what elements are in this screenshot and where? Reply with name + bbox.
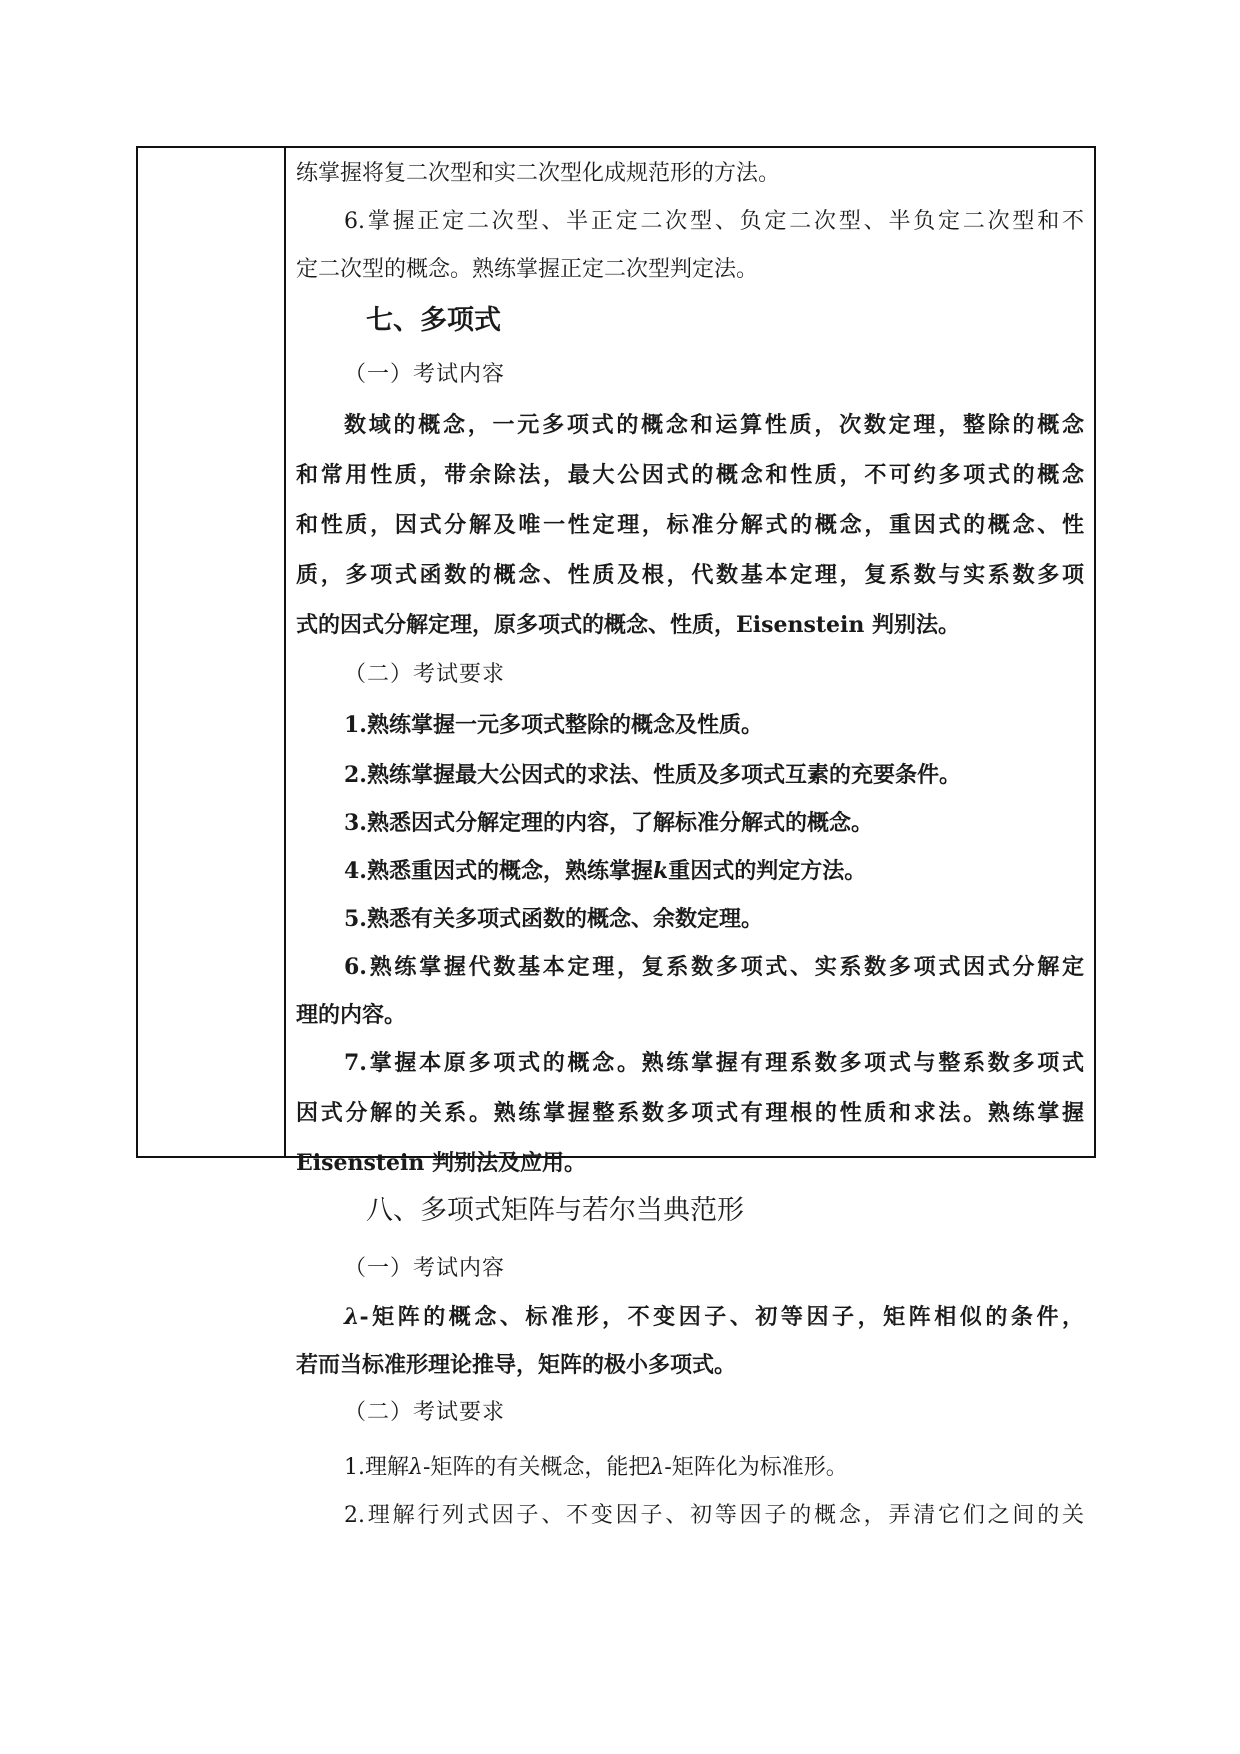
requirement-text: -矩阵化为标准形。: [664, 1455, 848, 1480]
paragraph-line: [296, 1302, 1084, 1332]
requirement-item: 理的内容。: [296, 1002, 407, 1028]
requirement-item: 2.熟练掌握最大公因式的求法、性质及多项式互素的充要条件。: [344, 762, 961, 788]
requirement-item: [296, 1453, 1084, 1483]
variable-lambda: λ: [409, 1455, 423, 1480]
requirement-item: 2.理解行列式因子、不变因子、初等因子的概念，弄清它们之间的关: [344, 1503, 1084, 1528]
paragraph-line: 若而当标准形理论推导，矩阵的极小多项式。: [296, 1352, 737, 1378]
requirement-item: 5.熟悉有关多项式函数的概念、余数定理。: [344, 906, 763, 932]
requirement-item: 因式分解的关系。熟练掌握整系数多项式有理根的性质和求法。熟练掌握: [296, 1100, 1084, 1126]
text-line: 6.掌握正定二次型、半正定二次型、负定二次型、半负定二次型和不: [344, 209, 1084, 234]
paragraph-line: 质，多项式函数的概念、性质及根，代数基本定理，复系数与实系数多项: [296, 562, 1084, 588]
requirement-item: [296, 856, 1084, 886]
section-7-content-heading: （一）考试内容: [344, 362, 506, 387]
section-8-title: 八、多项式矩阵与若尔当典范形: [366, 1195, 744, 1226]
requirement-text: 1.理解: [344, 1455, 409, 1480]
variable-lambda: λ: [650, 1455, 665, 1480]
requirement-text: 4.熟悉重因式的概念，熟练掌握: [344, 858, 653, 884]
left-column-cell: [138, 148, 286, 1156]
variable-k: k: [652, 858, 669, 884]
requirement-item: 1.熟练掌握一元多项式整除的概念及性质。: [344, 712, 763, 738]
page-table: [136, 146, 1096, 1528]
section-7-requirements-heading: （二）考试要求: [344, 662, 506, 687]
requirement-item: 3.熟悉因式分解定理的内容，了解标准分解式的概念。: [344, 810, 873, 836]
text-line: 练掌握将复二次型和实二次型化成规范形的方法。: [296, 161, 781, 186]
paragraph-line: 数域的概念，一元多项式的概念和运算性质，次数定理，整除的概念: [344, 412, 1084, 438]
paragraph-line: 和常用性质，带余除法，最大公因式的概念和性质，不可约多项式的概念: [296, 462, 1084, 488]
text-line: 定二次型的概念。熟练掌握正定二次型判定法。: [296, 257, 759, 282]
section-8-requirements-heading: （二）考试要求: [344, 1400, 506, 1425]
section-7-title: 七、多项式: [366, 305, 501, 336]
requirement-text: 重因式的判定方法。: [668, 858, 867, 884]
paragraph-line: 式的因式分解定理，原多项式的概念、性质，Eisenstein 判别法。: [296, 612, 961, 638]
section-8-content-heading: （一）考试内容: [344, 1256, 506, 1281]
requirement-item: 7.掌握本原多项式的概念。熟练掌握有理系数多项式与整系数多项式: [344, 1050, 1084, 1076]
requirement-item: Eisenstein 判别法及应用。: [296, 1150, 587, 1176]
variable-lambda: λ: [344, 1304, 360, 1330]
paragraph-line: 和性质，因式分解及唯一性定理，标准分解式的概念，重因式的概念、性: [296, 512, 1084, 538]
requirement-text: -矩阵的有关概念，能把: [422, 1455, 651, 1480]
requirement-item: 6.熟练掌握代数基本定理，复系数多项式、实系数多项式因式分解定: [344, 954, 1084, 980]
paragraph-text: -矩阵的概念、标准形，不变因子、初等因子，矩阵相似的条件，: [359, 1304, 1084, 1330]
